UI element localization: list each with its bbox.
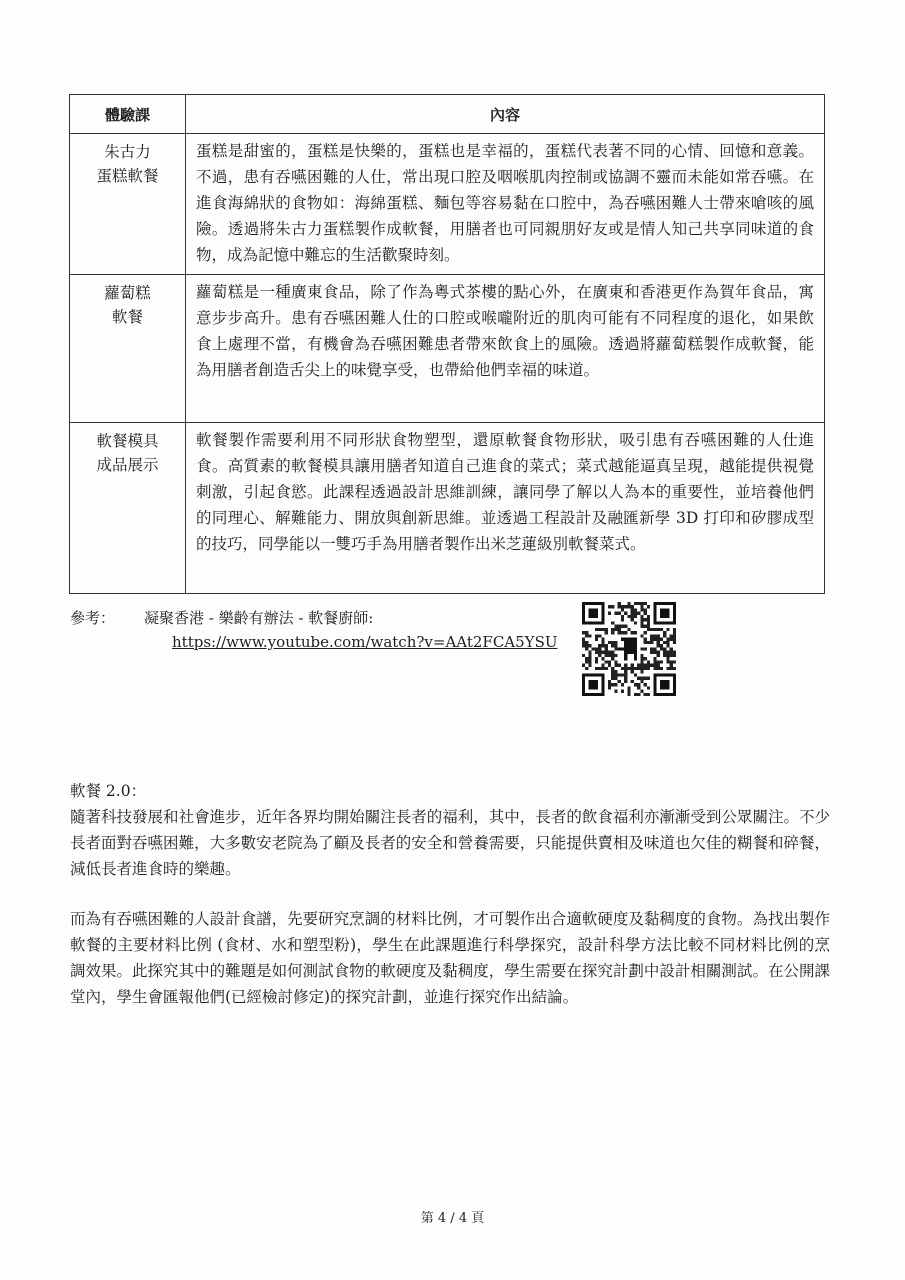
course-name-line2: 成品展示 (96, 456, 159, 474)
course-name-line1: 蘿蔔糕 (104, 284, 151, 302)
soft-meal-section (70, 778, 830, 1010)
table-row (70, 275, 825, 423)
header-course: 體驗課 (70, 95, 186, 134)
course-name-line1: 軟餐模具 (96, 432, 159, 450)
table-row (70, 134, 825, 275)
course-name-line2: 蛋糕軟餐 (96, 167, 159, 185)
reference-title: 凝聚香港 - 樂齡有辦法 - 軟餐廚師: (144, 609, 374, 627)
table-header-row (70, 95, 825, 134)
course-name (70, 134, 186, 275)
table-row (70, 423, 825, 594)
course-table (69, 94, 825, 594)
course-name (70, 275, 186, 423)
course-description: 蘿蔔糕是一種廣東食品，除了作為粵式茶樓的點心外，在廣東和香港更作為賀年食品，寓意步步高升。患有吞嚥困難人仕的口腔或喉嚨附近的肌肉可能有不同程度的退化，如果飲食上處理不當，有機會為吞嚥困難患者帶來飲食上的風險。透過將蘿蔔糕製作成軟餐，能為用膳者創造舌尖上的味覺享受，也帶給他們幸福的味道。 (186, 275, 825, 423)
header-content: 內容 (186, 95, 825, 134)
section-heading: 軟餐 2.0： (70, 782, 147, 800)
course-name (70, 423, 186, 594)
qr-code-icon (582, 602, 676, 696)
reference-link[interactable]: https://www.youtube.com/watch?v=AAt2FCA5YSU (172, 633, 558, 651)
course-name-line1: 朱古力 (104, 143, 151, 161)
course-description: 軟餐製作需要利用不同形狀食物塑型，還原軟餐食物形狀，吸引患有吞嚥困難的人仕進食。高質素的軟餐模具讓用膳者知道自己進食的菜式；菜式越能逼真呈現，越能提供視覺刺激，引起食慾。此課程透過設計思維訓練，讓同學了解以人為本的重要性，並培養他們的同理心、解難能力、開放與創新思維。並透過工程設計及融匯新學 3D 打印和矽膠成型的技巧，同學能以一雙巧手為用膳者製作出米芝蓮級別軟餐菜式。 (186, 423, 825, 594)
course-description: 蛋糕是甜蜜的，蛋糕是快樂的，蛋糕也是幸福的，蛋糕代表著不同的心情、回憶和意義。不過，患有吞嚥困難的人仕，常出現口腔及咽喉肌肉控制或協調不靈而未能如常吞嚥。在進食海綿狀的食物如：海綿蛋糕、麵包等容易黏在口腔中，為吞嚥困難人士帶來嗆咳的風險。透過將朱古力蛋糕製作成軟餐，用膳者也可同親朋好友或是情人知己共享同味道的食物，成為記憶中難忘的生活歡聚時刻。 (186, 134, 825, 275)
section-paragraph-1: 隨著科技發展和社會進步，近年各界均開始關注長者的福利，其中，長者的飲食福利亦漸漸受到公眾關注。不少長者面對吞嚥困難，大多數安老院為了顧及長者的安全和營養需要，只能提供賣相及味道也欠佳的糊餐和碎餐，減低長者進食時的樂趣。 (70, 808, 830, 878)
section-paragraph-2: 而為有吞嚥困難的人設計食譜，先要研究烹調的材料比例，才可製作出合適軟硬度及黏稠度的食物。為找出製作軟餐的主要材料比例 (食材、水和塑型粉)，學生在此課題進行科學探究，設計科學方法比較不同材料比例的烹調效果。此探究其中的難題是如何測試食物的軟硬度及黏稠度，學生需要在探究計劃中設計相關測試。在公開課堂內，學生會匯報他們(已經檢討修定)的探究計劃，並進行探究作出結論。 (70, 910, 830, 1006)
reference-label: 參考： (70, 609, 116, 627)
course-name-line2: 軟餐 (111, 308, 143, 326)
page-number: 第 4 / 4 頁 (420, 1211, 485, 1226)
